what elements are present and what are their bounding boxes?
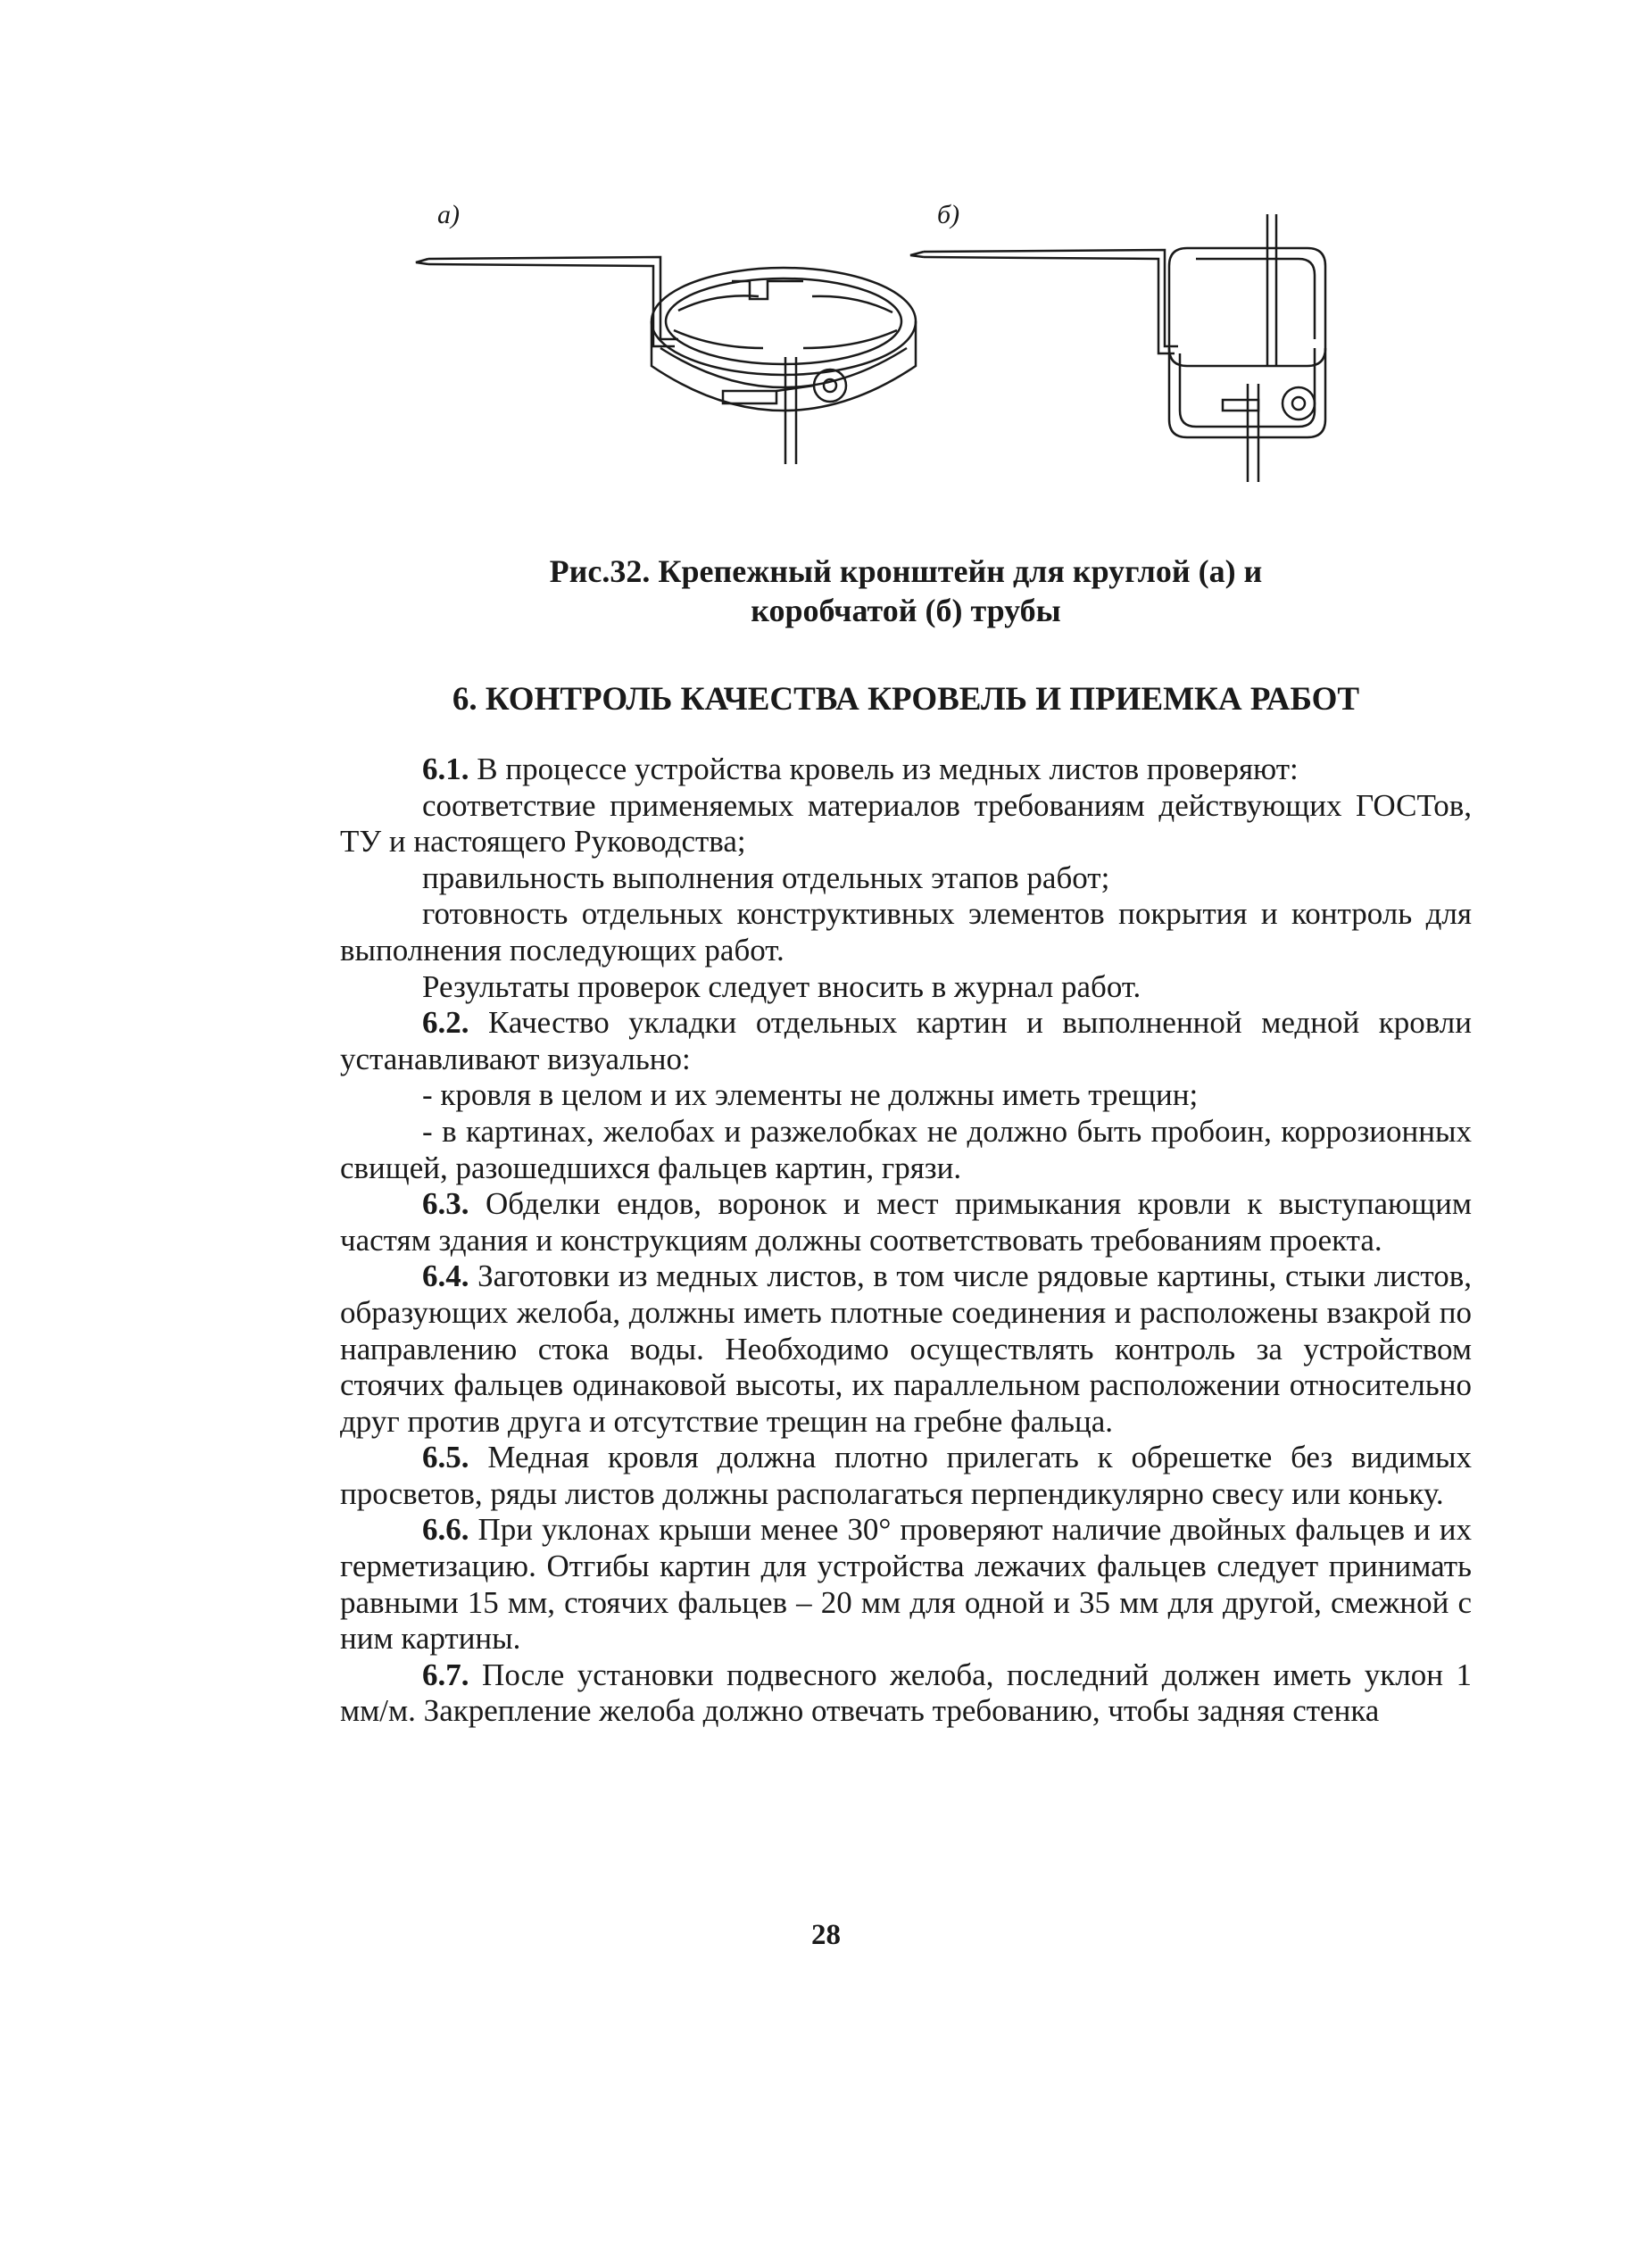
paragraph-text: соответствие применяемых материалов требованиям действующих ГОСТов, ТУ и настоящего Руководства; — [340, 787, 1472, 860]
paragraph — [340, 1077, 1472, 1114]
figure-label-b: б) — [937, 200, 960, 229]
bracket-drawing — [411, 196, 1437, 491]
paragraph — [340, 788, 1472, 860]
clause-number: 6.7. — [422, 1657, 469, 1692]
paragraph-text: Обделки ендов, воронок и мест примыкания кровли к выступающим частям здания и конструкциям должны соответствовать требованиям проекта. — [340, 1186, 1472, 1258]
paragraph-text: Заготовки из медных листов, в том числе рядовые картины, стыки листов, образующих желоба, должны иметь плотные соединения и расположены взакрой по направлению стока воды. Необходимо осуществлять контроль за устройством стоячих фальцев одинаковой высоты, их параллельном расположении относительно друг против друга и отсутствие трещин на гребне фальца. — [340, 1258, 1472, 1439]
body-text — [340, 752, 1472, 1730]
paragraph-text: Результаты проверок следует вносить в журнал работ. — [422, 968, 1141, 1004]
clause-number: 6.1. — [422, 752, 469, 786]
paragraph — [340, 1657, 1472, 1730]
paragraph — [340, 752, 1472, 788]
paragraph — [340, 860, 1472, 897]
paragraph — [340, 1512, 1472, 1657]
paragraph-text: - кровля в целом и их элементы не должны иметь трещин; — [422, 1077, 1199, 1113]
caption-line-1: Рис.32. Крепежный кронштейн для круглой (а) и — [549, 553, 1263, 589]
figure-label-a: а) — [437, 200, 460, 229]
paragraph-text: правильность выполнения отдельных этапов работ; — [422, 860, 1110, 895]
clause-number: 6.6. — [422, 1512, 469, 1548]
clause-number: 6.5. — [422, 1440, 469, 1475]
paragraph — [340, 969, 1472, 1006]
paragraph-text: - в картинах, желобах и разжелобках не должно быть пробоин, коррозионных свищей, разошедшихся фальцев картин, грязи. — [340, 1113, 1472, 1185]
bracket-figure — [411, 196, 1437, 491]
paragraph — [340, 896, 1472, 968]
clause-number: 6.2. — [422, 1005, 469, 1041]
paragraph-text: В процессе устройства кровель из медных листов проверяют: — [469, 752, 1299, 786]
paragraph — [340, 1114, 1472, 1186]
paragraph-text: Медная кровля должна плотно прилегать к обрешетке без видимых просветов, ряды листов должны располагаться перпендикулярно свесу или коньку. — [340, 1440, 1472, 1511]
paragraph — [340, 1440, 1472, 1512]
clause-number: 6.4. — [422, 1258, 469, 1294]
caption-line-2: коробчатой (б) трубы — [751, 593, 1061, 628]
section-heading: 6. КОНТРОЛЬ КАЧЕСТВА КРОВЕЛЬ И ПРИЕМКА РАБОТ — [452, 681, 1360, 718]
paragraph-text: готовность отдельных конструктивных элементов покрытия и контроль для выполнения последующих работ. — [340, 896, 1472, 968]
figure-caption — [339, 552, 1473, 630]
page-number: 28 — [811, 1919, 841, 1951]
paragraph-text: При уклонах крыши менее 30° проверяют наличие двойных фальцев и их герметизацию. Отгибы картин для устройства лежачих фальцев следует принимать равными 15 мм, стоячих фальцев – 20 мм для одной и 35 мм для другой, смежной с ним картины. — [340, 1512, 1472, 1657]
paragraph-text: После установки подвесного желоба, последний должен иметь уклон 1 мм/м. Закрепление желоба должно отвечать требованию, чтобы задняя стенка — [340, 1657, 1472, 1729]
paragraph-text: Качество укладки отдельных картин и выполненной медной кровли устанавливают визуально: — [340, 1005, 1472, 1076]
paragraph — [340, 1258, 1472, 1440]
clause-number: 6.3. — [422, 1186, 469, 1222]
paragraph — [340, 1186, 1472, 1258]
paragraph — [340, 1005, 1472, 1077]
